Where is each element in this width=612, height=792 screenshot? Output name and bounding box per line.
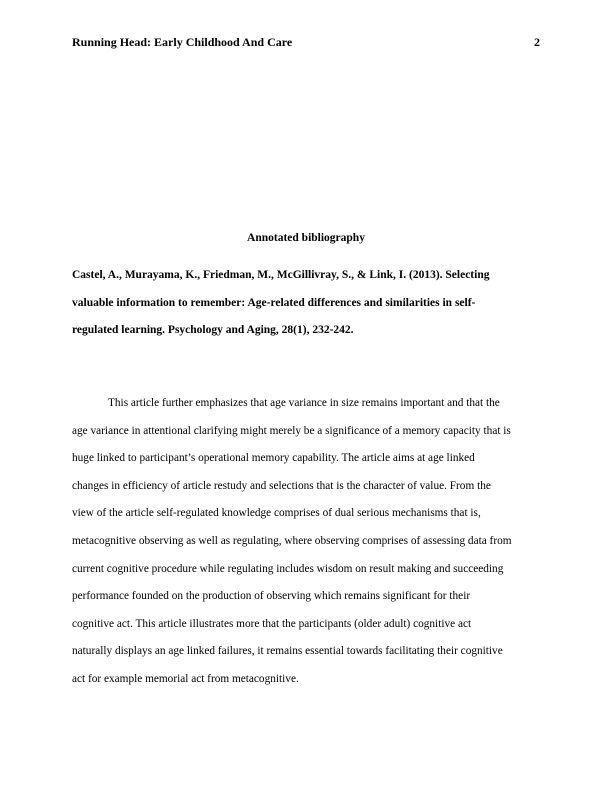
paragraph-line: huge linked to participant’s operational memory capability. The article aims at age linked: [72, 452, 475, 465]
paragraph-line: current cognitive procedure while regulating includes wisdom on result making and succeeding: [72, 562, 504, 575]
paragraph-line: naturally displays an age linked failures, it remains essential towards facilitating their cognitive: [72, 645, 503, 658]
paragraph-line: act for example memorial act from metacognitive.: [72, 672, 299, 685]
paragraph-line: This article further emphasizes that age variance in size remains important and that the: [108, 397, 500, 409]
section-heading: Annotated bibliography: [247, 232, 365, 244]
paragraph-line: performance founded on the production of observing which remains significant for their: [72, 590, 471, 603]
citation-line: valuable information to remember: Age-related differences and similarities in self-: [72, 296, 476, 309]
running-head: Running Head: Early Childhood And Care: [72, 35, 293, 49]
annotation-paragraph: [72, 394, 540, 698]
paragraph-line: cognitive act. This article illustrates more that the participants (older adult) cognitive act: [72, 617, 472, 630]
citation-line: regulated learning. Psychology and Aging, 28(1), 232-242.: [72, 324, 354, 337]
paragraph-line: view of the article self-regulated knowledge comprises of dual serious mechanisms that is,: [72, 507, 481, 520]
bibliography-citation: [72, 266, 540, 349]
citation-line: Castel, A., Murayama, K., Friedman, M., McGillivray, S., & Link, I. (2013). Selecting: [72, 269, 490, 281]
paragraph-line: changes in efficiency of article restudy and selections that is the character of value. From the: [72, 479, 491, 492]
page-header: [72, 35, 540, 53]
page-number: 2: [534, 35, 540, 49]
paragraph-line: metacognitive observing as well as regulating, where observing comprises of assessing data from: [72, 534, 512, 547]
paragraph-line: age variance in attentional clarifying might merely be a significance of a memory capacity that is: [72, 424, 511, 437]
